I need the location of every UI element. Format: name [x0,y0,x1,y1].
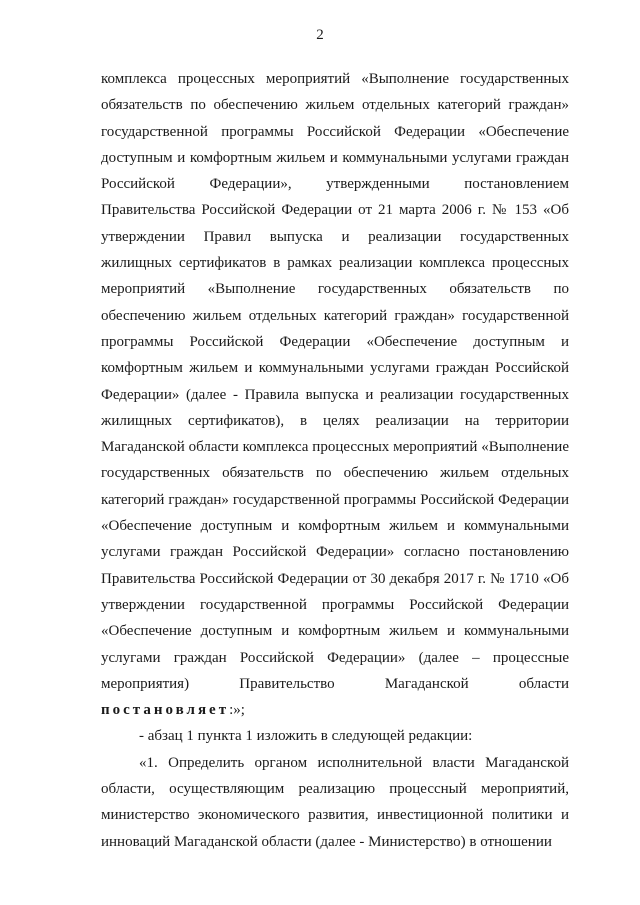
page-number: 2 [316,27,324,43]
paragraph-clause-1: «1. Определить органом исполнительной власти Магаданской области, осуществляющим реализацию процессный мероприятий, министерство экономического развития, инвестиционной политики и инноваций Магаданской области (далее - Министерство) в отношении [101,754,569,850]
resolution-keyword: постановляет [101,702,230,719]
document-body [101,66,569,855]
paragraph-preamble [101,66,569,723]
preamble-text: комплекса процессных мероприятий «Выполнение государственных обязательств по обеспечению жильем отдельных категорий граждан» государственной программы Российской Федерации «Обеспечение доступным и комфортным жильем и коммунальными услугами граждан Российской Федерации», утвержденными постановлением Правительства Российской Федерации от 21 марта 2006 г. № 153 «Об утверждении Правил выпуска и реализации государственных жилищных сертификатов в рамках реализации комплекса процессных мероприятий «Выполнение государственных обязательств по обеспечению жильем отдельных категорий граждан» государственной программы Российской Федерации «Обеспечение доступным и комфортным жильем и коммунальными услугами граждан Российской Федерации» (далее - Правила выпуска и реализации государственных жилищных сертификатов), в целях реализации на территории Магаданской области комплекса процессных мероприятий «Выполнение государственных обязательств по обеспечению жильем отдельных категорий граждан» государственной программы Российской Федерации «Обеспечение доступным и комфортным жильем и коммунальными услугами граждан Российской Федерации» согласно постановлению Правительства Российской Федерации от 30 декабря 2017 г. № 1710 «Об утверждении государственной программы Российской Федерации «Обеспечение доступным и комфортным жильем и коммунальными услугами граждан Российской Федерации» (далее – процессные мероприятия) Правительство Магаданской области [101,71,569,692]
preamble-ending: :»; [229,702,245,719]
paragraph-amendment-instruction: - абзац 1 пункта 1 изложить в следующей редакции: [139,728,473,745]
